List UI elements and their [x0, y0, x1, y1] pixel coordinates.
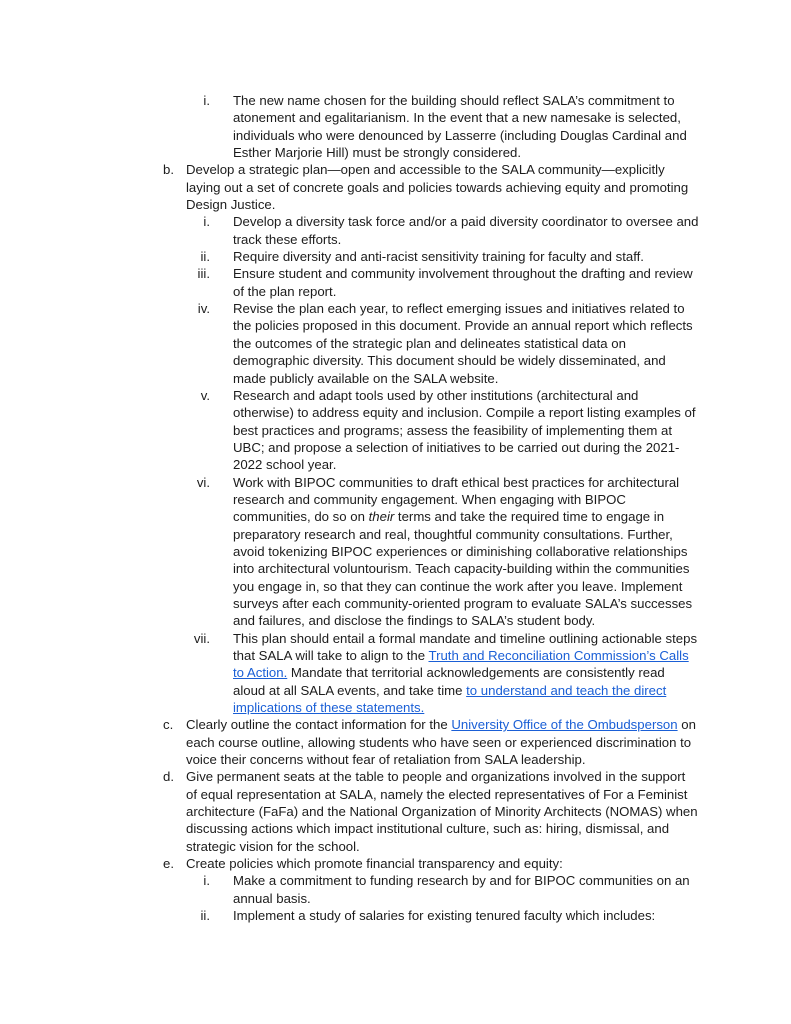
list-item-e-i [0, 872, 791, 907]
text-run: Mandate that territorial acknowledgements are consistently read aloud at all SALA events, and take time [233, 665, 665, 698]
list-item-b-vi [0, 474, 791, 630]
list-item-d [0, 768, 791, 855]
list-item-e [0, 855, 791, 872]
list-marker: vi. [196, 474, 210, 490]
list-marker: b. [163, 162, 174, 178]
list-item-text: The new name chosen for the building should reflect SALA’s commitment to atonement and egalitarianism. In the event that a new namesake is selected, individuals who were denounced by Lasserre (including Douglas Cardinal and Esther Marjorie Hill) must be strongly considered. [233, 93, 687, 161]
text-run: on each course outline, allowing students who have seen or experienced discrimination to voice their concerns without fear of retaliation from SALA leadership. [186, 717, 696, 768]
list-item-e-ii [0, 907, 791, 924]
list-item-b-iii [0, 265, 791, 300]
trc-calls-to-action-link[interactable]: Truth and Reconciliation Commission’s Calls to Action. [233, 648, 689, 681]
list-item-text: Develop a diversity task force and/or a paid diversity coordinator to oversee and track these efforts. [233, 214, 699, 247]
document-page [0, 92, 791, 925]
list-item-text [233, 631, 697, 715]
text-run: This plan should entail a formal mandate and timeline outlining actionable steps that SALA will take to align to the [233, 630, 698, 663]
list-item-text: Research and adapt tools used by other institutions (architectural and otherwise) to address equity and inclusion. Compile a report listing examples of best practices and programs; assess the feasibility of implementing them at UBC; and propose a selection of initiatives to be carried out during the 2021-2022 school year. [233, 387, 696, 473]
list-item-text: Create policies which promote financial transparency and equity: [186, 856, 563, 872]
list-marker: v. [200, 387, 210, 403]
list-marker: ii. [200, 908, 210, 924]
ombudsperson-office-link[interactable]: University Office of the Ombudsperson [451, 717, 678, 733]
list-marker: ii. [200, 249, 210, 265]
list-item-b-i [0, 213, 791, 248]
list-item-text: Make a commitment to funding research by and for BIPOC communities on an annual basis. [233, 873, 690, 906]
list-item-text: Ensure student and community involvement throughout the drafting and review of the plan report. [233, 266, 693, 299]
list-item-b-v [0, 387, 791, 474]
list-marker: i. [203, 93, 210, 108]
list-marker: i. [203, 214, 210, 230]
list-item-text: Give permanent seats at the table to people and organizations involved in the support of equal representation at SALA, namely the elected representatives of For a Feminist architecture (FaFa) and the National Organization of Minority Architects (NOMAS) when discussing actions which impact institutional culture, such as: hiring, dismissal, and strategic vision for the school. [186, 769, 698, 854]
text-run: Clearly outline the contact information for the [186, 717, 452, 733]
list-item-a-i [0, 92, 791, 161]
list-item-b [0, 161, 791, 213]
list-item-text: Require diversity and anti-racist sensitivity training for faculty and staff. [233, 249, 644, 265]
list-marker: e. [163, 856, 174, 872]
list-item-c [0, 716, 791, 768]
list-marker: i. [203, 873, 210, 889]
list-marker: d. [163, 769, 174, 785]
text-run: terms and take the required time to engage in preparatory research and real, thoughtful community consultations. Further, avoid tokenizing BIPOC experiences or diminishing collaborative relationships into architectural voluntourism. Teach capacity-building within the communities you engage in, so that they can continue the work after you leave. Implement surveys after each community-oriented program to evaluate SALA’s successes and failures, and disclose the findings to SALA’s student body. [233, 509, 693, 629]
list-item-b-ii [0, 248, 791, 265]
territorial-acknowledgement-implications-link[interactable]: to understand and teach the direct implications of these statements. [233, 682, 667, 716]
list-item-text [186, 717, 696, 767]
list-item-text: Implement a study of salaries for existing tenured faculty which includes: [233, 908, 656, 924]
list-marker: vii. [193, 630, 210, 646]
list-item-text [233, 475, 692, 629]
list-item-text: Revise the plan each year, to reflect emerging issues and initiatives related to the policies proposed in this document. Provide an annual report which reflects the outcomes of the strategic plan and delineates statistical data on demographic diversity. This document should be widely disseminated, and made publicly available on the SALA website. [233, 301, 693, 386]
list-marker: iii. [197, 266, 210, 282]
list-marker: c. [163, 717, 174, 733]
list-item-text: Develop a strategic plan—open and accessible to the SALA community—explicitly laying out a set of concrete goals and policies towards achieving equity and promoting Design Justice. [186, 162, 689, 213]
emphasis-text: their [368, 509, 395, 525]
list-marker: iv. [197, 301, 210, 317]
list-item-b-iv [0, 300, 791, 387]
text-run: Work with BIPOC communities to draft ethical best practices for architectural research and community engagement. When engaging with BIPOC communities, do so on [233, 474, 680, 525]
list-item-b-vii [0, 630, 791, 717]
